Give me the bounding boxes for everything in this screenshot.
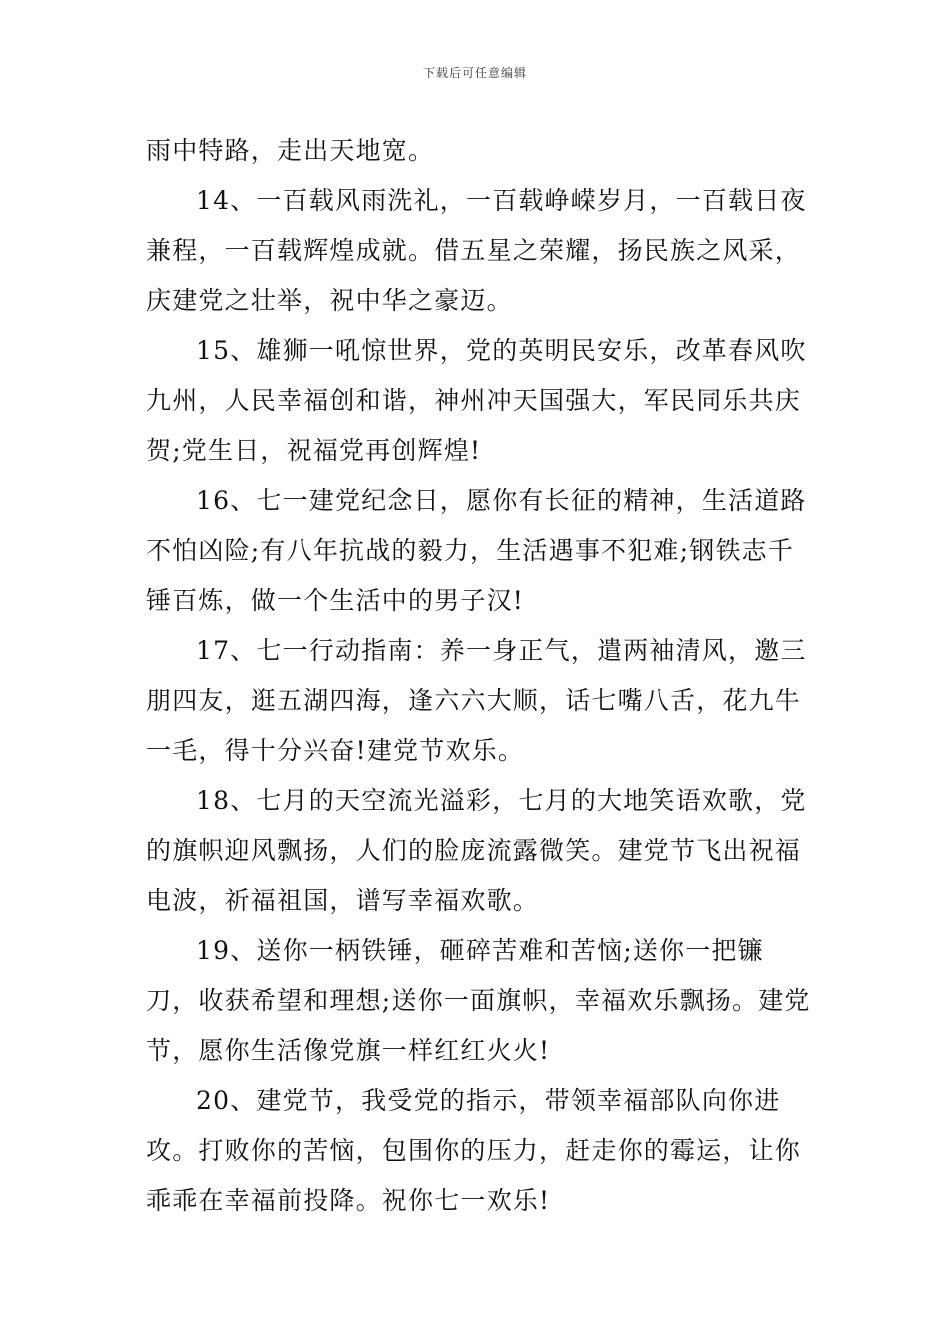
paragraph-15: 15、雄狮一吼惊世界，党的英明民安乐，改革春风吹九州，人民幸福创和谐，神州冲天国强大，军民同乐共庆贺;党生日，祝福党再创辉煌! [146, 336, 807, 465]
paragraph-19: 19、送你一柄铁锤，砸碎苦难和苦恼;送你一把镰刀，收获希望和理想;送你一面旗帜，幸福欢乐飘扬。建党节，愿你生活像党旗一样红红火火! [146, 936, 811, 1065]
page-header: 下载后可任意编辑 [422, 66, 527, 80]
paragraph-16: 16、七一建党纪念日，愿你有长征的精神，生活道路不怕凶险;有八年抗战的毅力，生活遇事不犯难;钢铁志千锤百炼，做一个生活中的男子汉! [146, 486, 807, 615]
paragraph-17: 17、七一行动指南：养一身正气，遣两袖清风，邀三朋四友，逛五湖四海，逢六六大顺，话七嘴八舌，花九牛一毛，得十分兴奋!建党节欢乐。 [146, 636, 807, 765]
paragraph-18: 18、七月的天空流光溢彩，七月的大地笑语欢歌，党的旗帜迎风飘扬，人们的脸庞流露微笑。建党节飞出祝福电波，祈福祖国，谱写幸福欢歌。 [146, 786, 807, 915]
paragraph-14: 14、一百载风雨洗礼，一百载峥嵘岁月，一百载日夜兼程，一百载辉煌成就。借五星之荣耀，扬民族之风采，庆建党之壮举，祝中华之豪迈。 [146, 186, 807, 315]
paragraph-continuation: 雨中特路，走出天地宽。 [146, 136, 435, 165]
paragraph-20: 20、建党节，我受党的指示，带领幸福部队向你进攻。打败你的苦恼，包围你的压力，赶走你的霉运，让你乖乖在幸福前投降。祝你七一欢乐! [146, 1086, 802, 1215]
document-body [146, 126, 811, 1226]
